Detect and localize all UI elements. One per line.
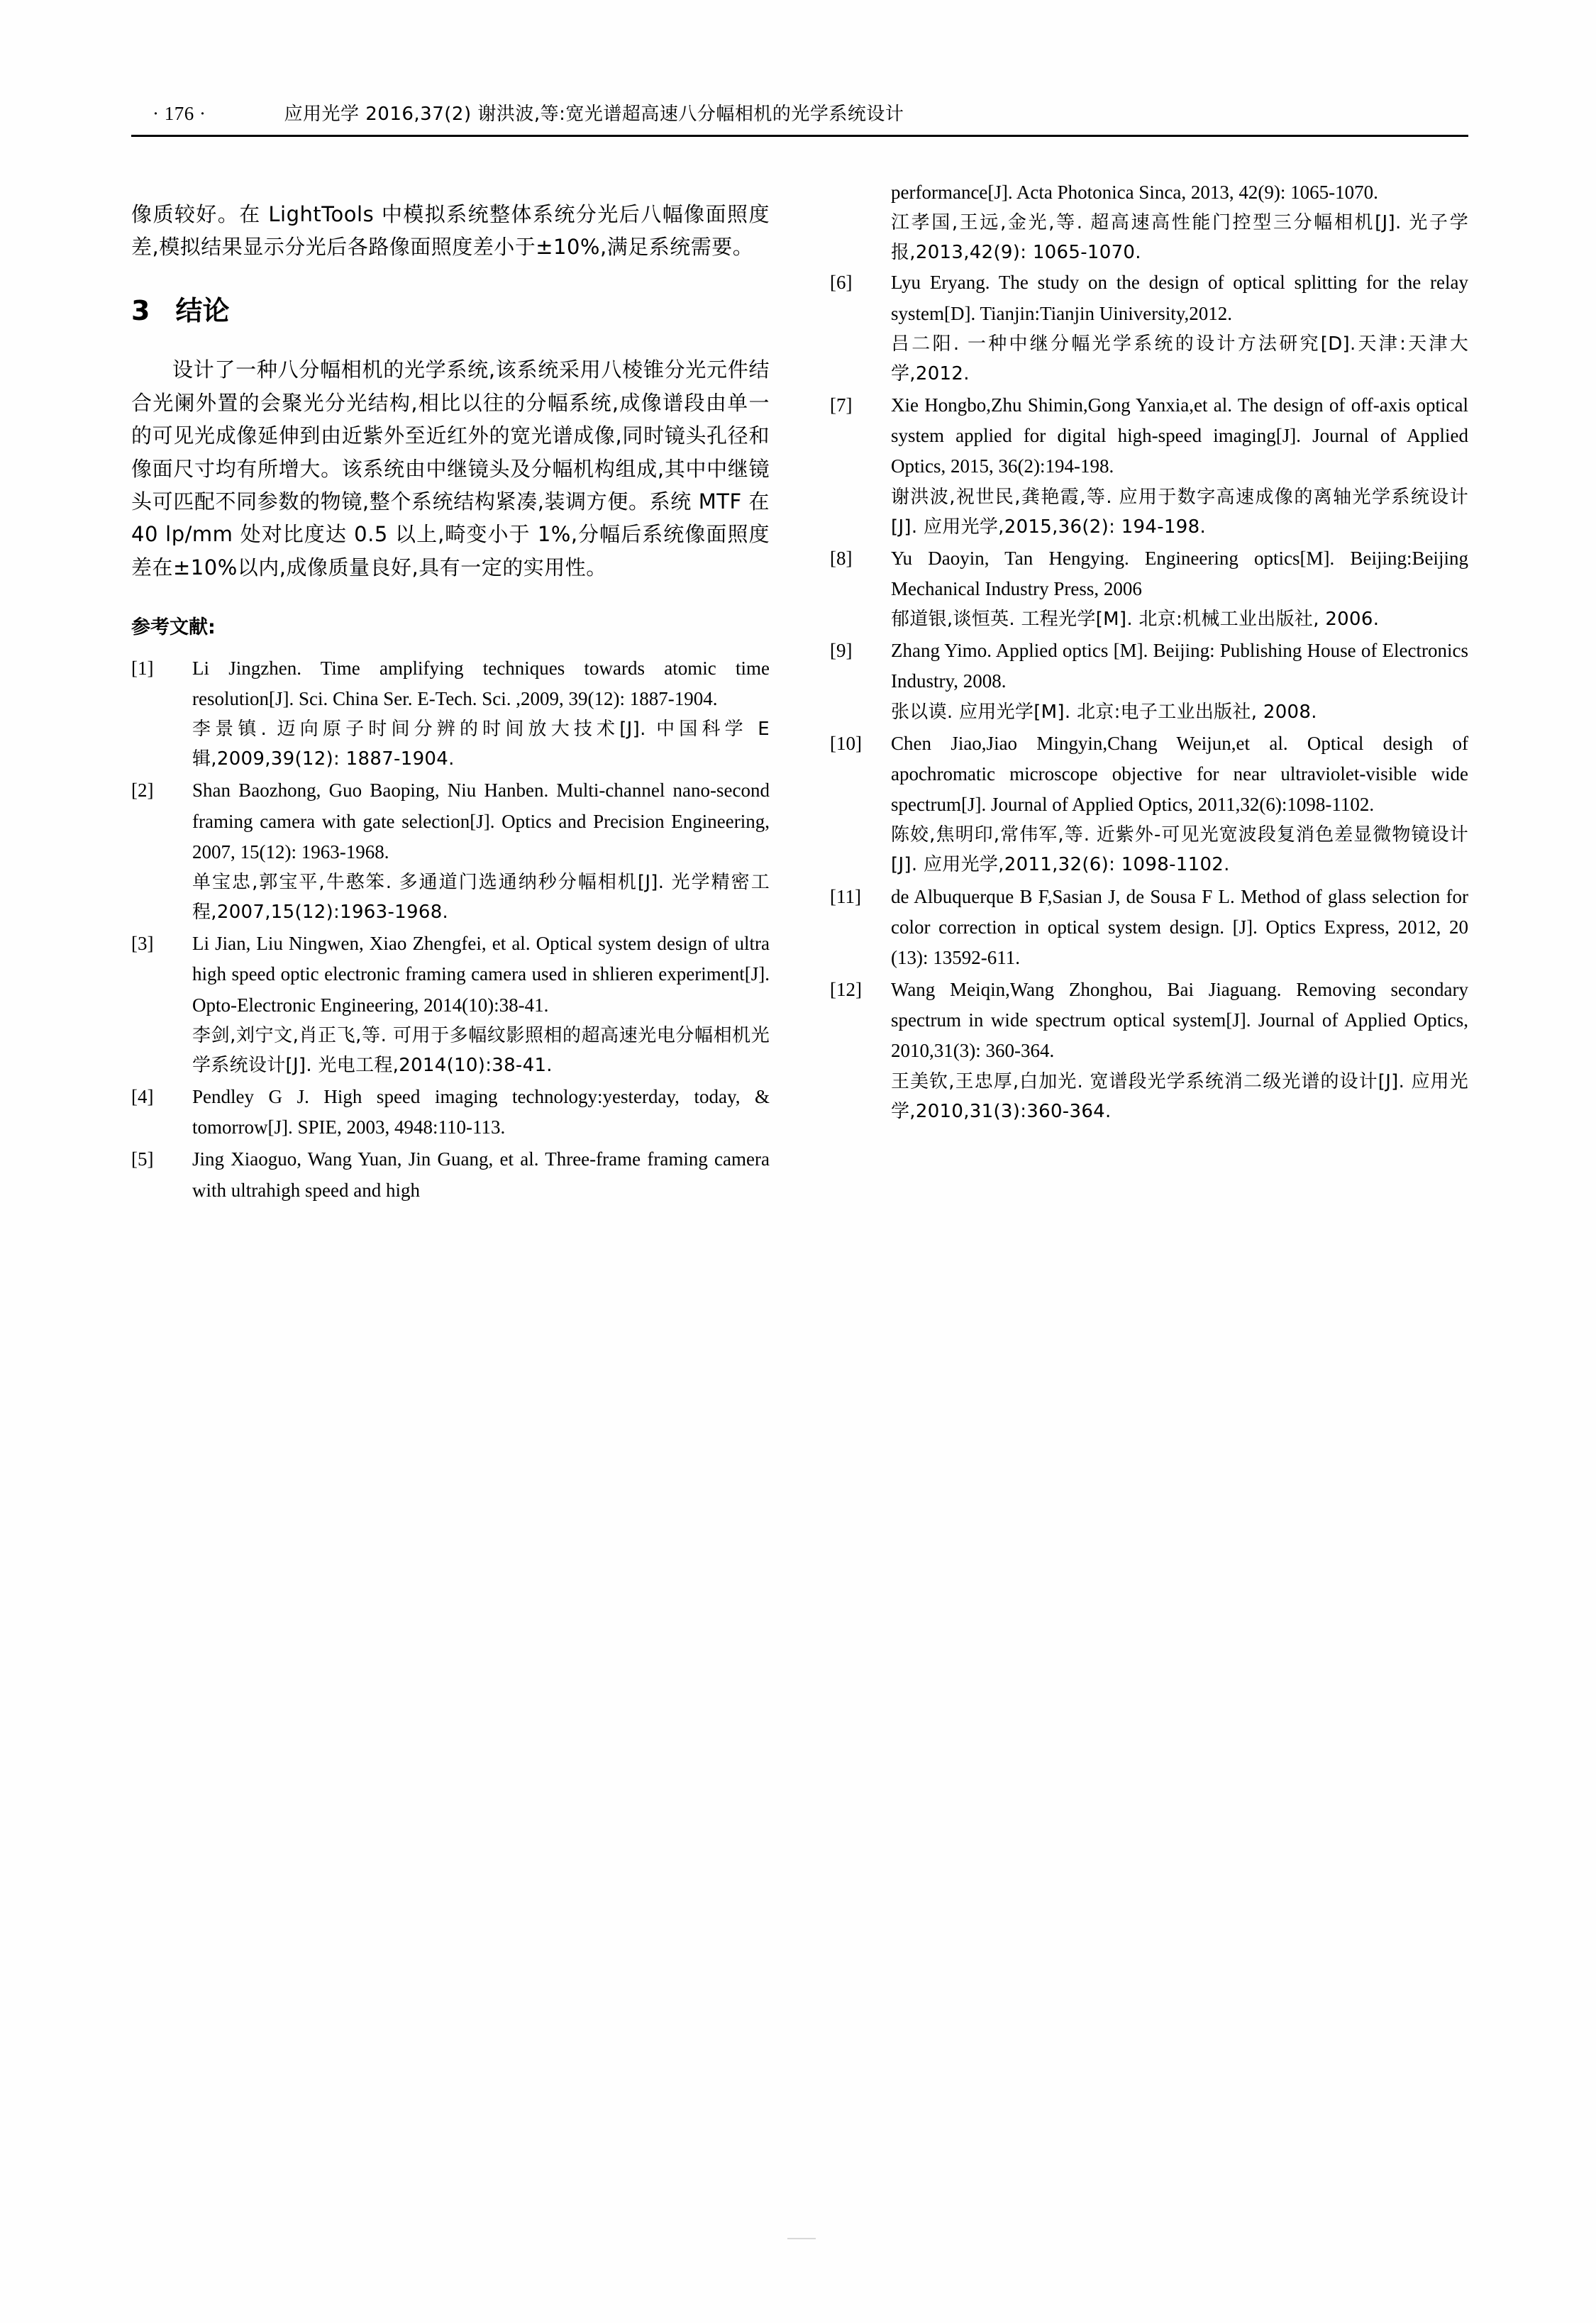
reference-text-en: Chen Jiao,Jiao Mingyin,Chang Weijun,et al. Optical desigh of apochromatic microscope objective for near ultraviolet-visible wide spectrum[J]. Journal of Applied Optics, 2011,32(6):1098-1102.: [891, 732, 1468, 816]
reference-item: [830, 267, 1468, 389]
reference-text-en-continued: performance[J]. Acta Photonica Sinca, 2013, 42(9): 1065-1070.: [891, 182, 1378, 203]
reference-item: [830, 543, 1468, 634]
reference-label: [4]: [131, 1085, 154, 1107]
page-number: · 176 ·: [153, 103, 206, 124]
reference-text-en: Li Jingzhen. Time amplifying techniques towards atomic time resolution[J]. Sci. China Ser. E-Tech. Sci. ,2009, 39(12): 1887-1904.: [192, 657, 770, 709]
reference-label: [2]: [131, 780, 154, 802]
reference-text-en: Li Jian, Liu Ningwen, Xiao Zhengfei, et al. Optical system design of ultra high speed optic electronic framing camera used in shlieren experiment[J]. Opto-Electronic Engineering, 2014(10):38-41.: [192, 933, 770, 1016]
reference-text-en: Shan Baozhong, Guo Baoping, Niu Hanben. Multi-channel nano-second framing camera with gate selection[J]. Optics and Precision Engineering, 2007, 15(12): 1963-1968.: [192, 780, 770, 863]
running-head: [131, 99, 1468, 126]
section-number: 3: [131, 294, 150, 326]
reference-text-zh: 李剑,刘宁文,肖正飞,等. 可用于多幅纹影照相的超高速光电分幅相机光学系统设计[J]. 光电工程,2014(10):38-41.: [192, 1024, 770, 1076]
running-head-title: 应用光学 2016,37(2) 谢洪波,等:宽光谱超高速八分幅相机的光学系统设计: [284, 104, 904, 125]
reference-item: [830, 636, 1468, 726]
reference-text-zh: 单宝忠,郭宝平,牛憨笨. 多通道门选通纳秒分幅相机[J]. 光学精密工程,2007,15(12):1963-1968.: [192, 871, 770, 924]
reference-item: [830, 728, 1468, 880]
continued-paragraph: 像质较好。在 LightTools 中模拟系统整体系统分光后八幅像面照度差,模拟结果显示分光后各路像面照度差小于±10%,满足系统需要。: [131, 202, 770, 260]
section-title: 结论: [175, 294, 230, 326]
reference-continuation: [891, 177, 1468, 267]
header-rule: [131, 135, 1468, 137]
section-body: 设计了一种八分幅相机的光学系统,该系统采用八棱锥分光元件结合光阑外置的会聚光分光结构,相比以往的分幅系统,成像谱段由单一的可见光成像延伸到由近紫外至近红外的宽光谱成像,同时镜头孔径和像面尺寸均有所增大。该系统由中继镜头及分幅机构组成,其中中继镜头可匹配不同参数的物镜,整个系统结构紧凑,装调方便。系统 MTF 在 40 lp/mm 处对比度达 0.5 以上,畸变小于 1%,分幅后系统像面照度差在±10%以内,成像质量良好,具有一定的实用性。: [131, 357, 770, 580]
reference-label: [11]: [830, 885, 861, 907]
reference-item: [131, 1144, 770, 1205]
reference-text-en: Zhang Yimo. Applied optics [M]. Beijing: Publishing House of Electronics Industry, 2008.: [891, 640, 1468, 692]
reference-item: [830, 390, 1468, 542]
reference-item: [131, 1082, 770, 1143]
reference-item: [131, 928, 770, 1080]
reference-text-zh-continued: 江孝国,王远,金光,等. 超高速高性能门控型三分幅相机[J]. 光子学报,2013,42(9): 1065-1070.: [891, 212, 1468, 264]
reference-item: [830, 975, 1468, 1126]
reference-label: [10]: [830, 732, 862, 754]
reference-label: [1]: [131, 657, 154, 679]
reference-label: [3]: [131, 933, 154, 955]
references-heading: 参考文献:: [131, 616, 216, 639]
reference-item: [131, 653, 770, 775]
reference-text-en: Pendley G J. High speed imaging technology:yesterday, today, & tomorrow[J]. SPIE, 2003, 4948:110-113.: [192, 1085, 770, 1138]
reference-text-en: Yu Daoyin, Tan Hengying. Engineering optics[M]. Beijing:Beijing Mechanical Industry Press, 2006: [891, 547, 1468, 599]
reference-text-zh: 张以谟. 应用光学[M]. 北京:电子工业出版社, 2008.: [891, 701, 1317, 723]
reference-text-en: Jing Xiaoguo, Wang Yuan, Jin Guang, et al. Three-frame framing camera with ultrahigh speed and high: [192, 1148, 770, 1201]
reference-label: [8]: [830, 547, 853, 569]
reference-text-zh: 王美钦,王忠厚,白加光. 宽谱段光学系统消二级光谱的设计[J]. 应用光学,2010,31(3):360-364.: [891, 1070, 1468, 1122]
footer-mark: [787, 2238, 816, 2239]
reference-text-zh: 谢洪波,祝世民,龚艳霞,等. 应用于数字高速成像的离轴光学系统设计[J]. 应用光学,2015,36(2): 194-198.: [891, 486, 1468, 538]
reference-label: [12]: [830, 979, 862, 1001]
right-column: [830, 177, 1468, 1128]
reference-text-en: Wang Meiqin,Wang Zhonghou, Bai Jiaguang. Removing secondary spectrum in wide spectrum optical system[J]. Journal of Applied Optics, 2010,31(3): 360-364.: [891, 979, 1468, 1062]
reference-text-en: Xie Hongbo,Zhu Shimin,Gong Yanxia,et al. The design of off-axis optical system applied for digital high-speed imaging[J]. Journal of Applied Optics, 2015, 36(2):194-198.: [891, 394, 1468, 477]
reference-label: [7]: [830, 394, 853, 416]
reference-label: [9]: [830, 640, 853, 662]
reference-text-zh: 李景镇. 迈向原子时间分辨的时间放大技术[J]. 中国科学 E 辑,2009,39(12): 1887-1904.: [192, 719, 770, 770]
left-column: [131, 177, 770, 1207]
reference-item: [131, 775, 770, 927]
reference-item: [830, 882, 1468, 974]
reference-text-en: Lyu Eryang. The study on the design of optical splitting for the relay system[D]. Tianjin:Tianjin Uiniversity,2012.: [891, 272, 1468, 324]
reference-text-zh: 吕二阳. 一种中继分幅光学系统的设计方法研究[D].天津:天津大学,2012.: [891, 333, 1468, 384]
reference-text-en: de Albuquerque B F,Sasian J, de Sousa F L. Method of glass selection for color correction in optical system design. [J]. Optics Express, 2012, 20 (13): 13592-611.: [891, 885, 1468, 968]
reference-label: [6]: [830, 272, 853, 294]
reference-text-zh: 郁道银,谈恒英. 工程光学[M]. 北京:机械工业出版社, 2006.: [891, 609, 1380, 631]
reference-label: [5]: [131, 1148, 154, 1170]
section-heading: [131, 289, 770, 333]
reference-text-zh: 陈姣,焦明印,常伟军,等. 近紫外-可见光宽波段复消色差显微物镜设计[J]. 应用光学,2011,32(6): 1098-1102.: [891, 824, 1468, 876]
